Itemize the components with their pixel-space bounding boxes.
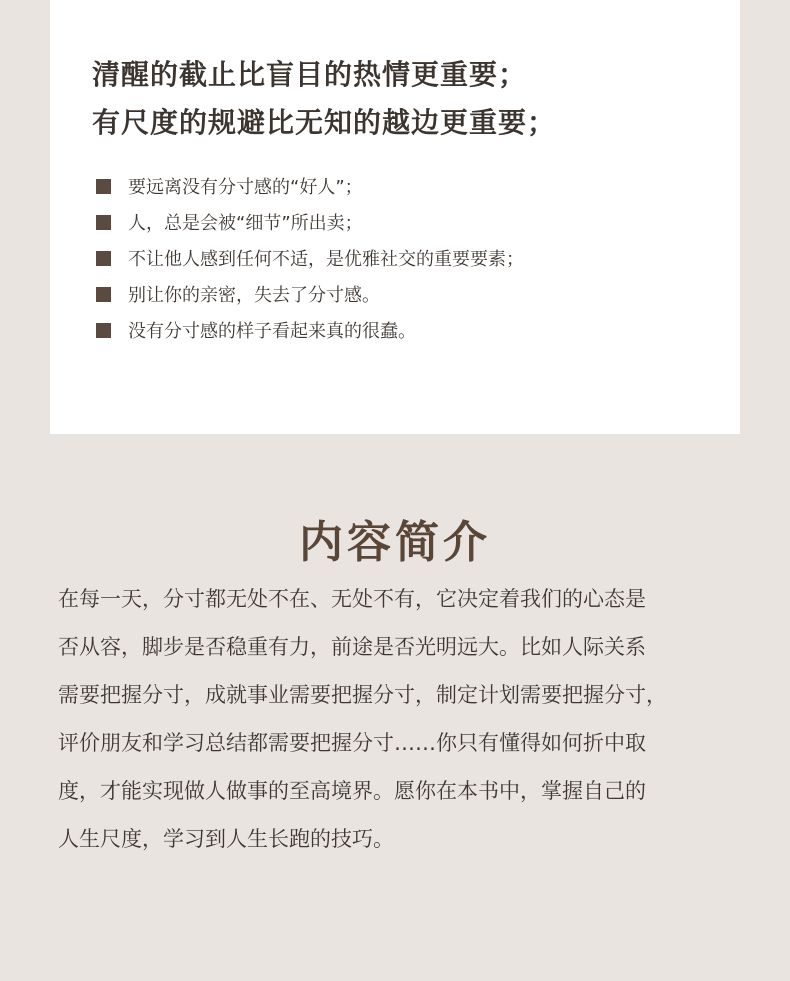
intro-line: 度，才能实现做人做事的至高境界。愿你在本书中，掌握自己的 [58, 779, 646, 803]
highlights-card [50, 0, 740, 434]
intro-line: 否从容，脚步是否稳重有力，前途是否光明远大。比如人际关系 [58, 635, 646, 659]
bullet-text: 没有分寸感的样子看起来真的很蠢。 [128, 321, 416, 342]
headline-line-2: 有尺度的规避比无知的越边更重要； [92, 106, 557, 139]
bullet-text: 人，总是会被“细节”所出卖； [128, 213, 363, 234]
headline-line-1: 清醒的截止比盲目的热情更重要； [92, 58, 528, 91]
bullet-text: 要远离没有分寸感的“好人”； [128, 177, 363, 198]
intro-line: 在每一天，分寸都无处不在、无处不有，它决定着我们的心态是 [58, 587, 646, 611]
bullet-item [96, 204, 524, 240]
bullet-list [96, 168, 524, 348]
intro-line: 评价朋友和学习总结都需要把握分寸……你只有懂得如何折中取 [58, 731, 646, 755]
intro-line: 需要把握分寸，成就事业需要把握分寸，制定计划需要把握分寸， [58, 683, 667, 707]
intro-paragraph [58, 575, 748, 863]
square-bullet-icon [96, 179, 111, 194]
bullet-item [96, 276, 524, 312]
bullet-text: 不让他人感到任何不适，是优雅社交的重要要素； [128, 249, 524, 270]
square-bullet-icon [96, 287, 111, 302]
bullet-item [96, 240, 524, 276]
square-bullet-icon [96, 251, 111, 266]
bullet-text: 别让你的亲密，失去了分寸感。 [128, 285, 380, 306]
intro-line: 人生尺度，学习到人生长跑的技巧。 [58, 827, 394, 851]
section-title: 内容简介 [299, 517, 491, 568]
bullet-item [96, 168, 524, 204]
square-bullet-icon [96, 323, 111, 338]
square-bullet-icon [96, 215, 111, 230]
bullet-item [96, 312, 524, 348]
